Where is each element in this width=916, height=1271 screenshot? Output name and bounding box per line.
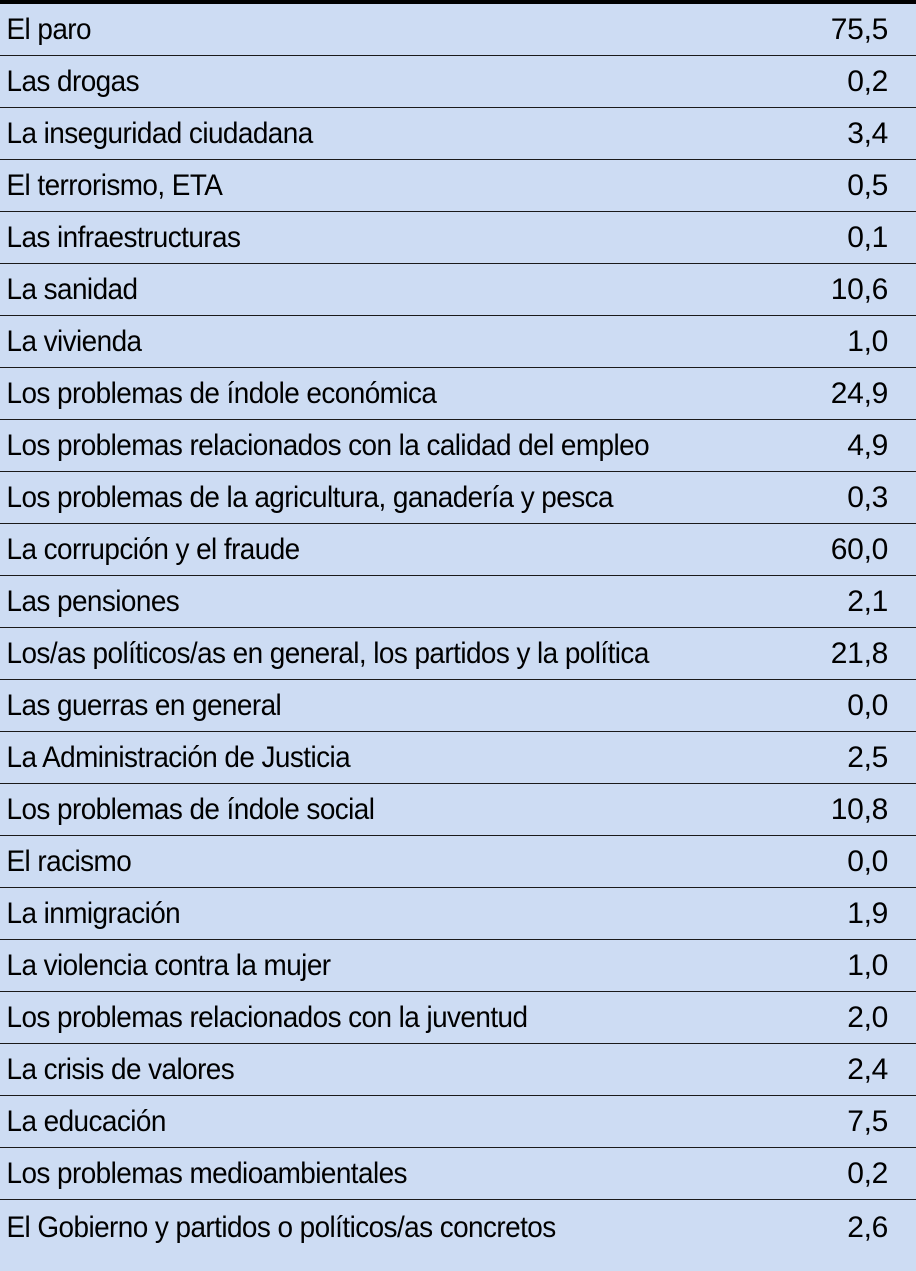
row-label: Los problemas de la agricultura, ganadería y pesca xyxy=(6,480,613,514)
row-label: Los problemas de índole social xyxy=(6,792,375,826)
row-value: 10,8 xyxy=(830,792,888,826)
row-label: La corrupción y el fraude xyxy=(6,532,300,566)
row-label: La sanidad xyxy=(6,272,138,306)
table-row xyxy=(0,56,916,108)
row-label: Los problemas relacionados con la calidad del empleo xyxy=(6,428,650,462)
row-value: 0,0 xyxy=(847,844,888,878)
table-row xyxy=(0,1096,916,1148)
row-label: Las pensiones xyxy=(6,584,180,618)
row-label: La violencia contra la mujer xyxy=(6,948,331,982)
row-label: Las infraestructuras xyxy=(6,220,241,254)
row-value: 0,2 xyxy=(847,1156,888,1190)
row-value: 1,0 xyxy=(847,948,888,982)
row-label: Las guerras en general xyxy=(6,688,282,722)
table-row xyxy=(0,888,916,940)
row-label: Los problemas relacionados con la juventud xyxy=(6,1000,528,1034)
row-label: Las drogas xyxy=(6,64,139,98)
row-label: El racismo xyxy=(6,844,132,878)
table-row xyxy=(0,472,916,524)
table-row xyxy=(0,212,916,264)
row-label: La vivienda xyxy=(6,324,142,358)
table-row xyxy=(0,524,916,576)
table-row xyxy=(0,316,916,368)
row-value: 2,1 xyxy=(847,584,888,618)
table-row xyxy=(0,108,916,160)
row-value: 2,4 xyxy=(847,1052,888,1086)
table-row xyxy=(0,420,916,472)
row-value: 75,5 xyxy=(830,12,888,46)
row-value: 0,2 xyxy=(847,64,888,98)
table-row xyxy=(0,576,916,628)
table-row xyxy=(0,160,916,212)
row-value: 24,9 xyxy=(830,376,888,410)
row-label: La inseguridad ciudadana xyxy=(6,116,313,150)
table-row xyxy=(0,264,916,316)
row-value: 2,5 xyxy=(847,740,888,774)
row-value: 3,4 xyxy=(847,116,888,150)
row-label: La Administración de Justicia xyxy=(6,740,351,774)
table-row xyxy=(0,368,916,420)
row-value: 1,0 xyxy=(847,324,888,358)
table-row xyxy=(0,1044,916,1096)
row-value: 21,8 xyxy=(830,636,888,670)
table-row xyxy=(0,1200,916,1255)
row-value: 0,1 xyxy=(847,220,888,254)
row-value: 2,0 xyxy=(847,1000,888,1034)
row-label: El terrorismo, ETA xyxy=(6,168,223,202)
table-row xyxy=(0,784,916,836)
row-label: La inmigración xyxy=(6,896,181,930)
row-value: 7,5 xyxy=(847,1104,888,1138)
table-row xyxy=(0,940,916,992)
row-value: 10,6 xyxy=(830,272,888,306)
table-row xyxy=(0,680,916,732)
row-label: La educación xyxy=(6,1104,166,1138)
table-row xyxy=(0,992,916,1044)
row-value: 0,0 xyxy=(847,688,888,722)
row-label: Los problemas de índole económica xyxy=(6,376,437,410)
row-label: El Gobierno y partidos o políticos/as concretos xyxy=(6,1210,556,1244)
table-row xyxy=(0,4,916,56)
table-row xyxy=(0,1148,916,1200)
table-row xyxy=(0,836,916,888)
row-value: 0,3 xyxy=(847,480,888,514)
row-value: 60,0 xyxy=(830,532,888,566)
row-value: 4,9 xyxy=(847,428,888,462)
row-value: 1,9 xyxy=(847,896,888,930)
row-value: 2,6 xyxy=(847,1210,888,1244)
row-label: La crisis de valores xyxy=(6,1052,235,1086)
row-label: Los/as políticos/as en general, los partidos y la política xyxy=(6,636,649,670)
row-label: El paro xyxy=(6,12,92,46)
table-row xyxy=(0,628,916,680)
row-label: Los problemas medioambientales xyxy=(6,1156,407,1190)
row-value: 0,5 xyxy=(847,168,888,202)
table-row xyxy=(0,732,916,784)
